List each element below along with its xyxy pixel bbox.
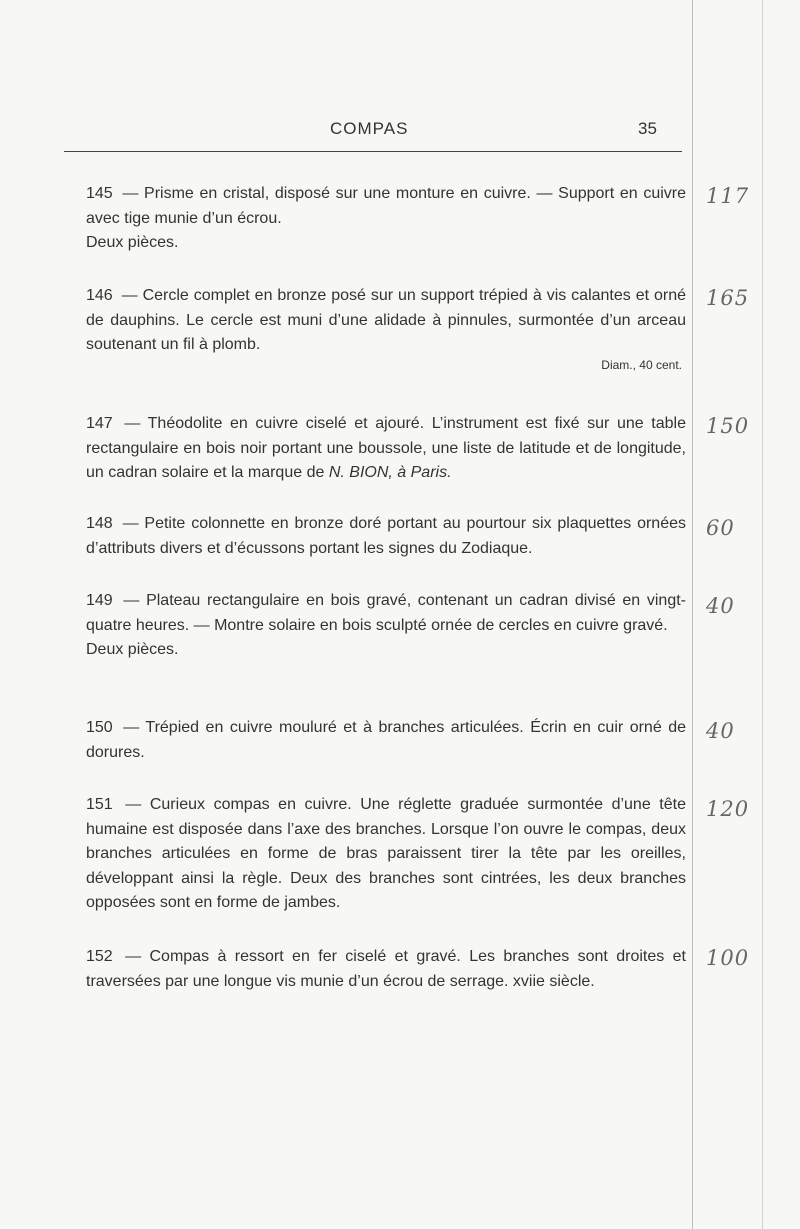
entry-number: 149: [86, 592, 113, 609]
entry-text: — Cercle complet en bronze posé sur un support trépied à vis calantes et orné de dauphins. Le cercle est muni d’une alidade à pinnules, surmontée d’un arceau soutenant un fil à plomb.: [86, 287, 686, 353]
entry-number: 152: [86, 948, 113, 965]
entry-number: 147: [86, 415, 113, 432]
entry-text: — Plateau rectangulaire en bois gravé, contenant un cadran divisé en vingt-quatre heures. — Montre solaire en bois sculpté ornée de cercles en cuivre gravé.: [86, 592, 687, 634]
header-rule: [64, 151, 682, 152]
entry-number: 151: [86, 796, 113, 813]
entry-text: — Trépied en cuivre mouluré et à branches articulées. Écrin en cuir orné de dorures.: [86, 719, 686, 761]
entry-number: 150: [86, 719, 113, 736]
handwritten-price: 117: [706, 184, 750, 208]
entry-number: 148: [86, 515, 113, 532]
handwritten-price: 165: [706, 286, 750, 310]
handwritten-price: 40: [706, 719, 735, 743]
entry-text: — Compas à ressort en fer ciselé et gravé. Les branches sont droites et traversées par une longue vis munie d’un écrou de serrage. xviie siècle.: [86, 948, 687, 990]
catalogue-entry-150: [86, 716, 686, 765]
entry-text: — Curieux compas en cuivre. Une réglette graduée surmontée d’une tête humaine est disposée dans l’axe des branches. Lorsque l’on ouvre le compas, deux branches articulées en forme de bras paraissent tirer la tête par les oreilles, développant ainsi la règle. Deux des branches sont cintrées, les deux branches opposées sont en forme de jambes.: [86, 796, 686, 911]
page-number: 35: [638, 119, 657, 138]
handwritten-price: 100: [706, 946, 750, 970]
entry-text: — Prisme en cristal, disposé sur une monture en cuivre. — Support en cuivre avec tige munie d’un écrou.: [86, 185, 687, 227]
catalogue-entry-151: [86, 793, 686, 916]
catalogue-entry-148: [86, 512, 686, 561]
catalogue-entry-146: [86, 284, 686, 358]
entry-dimension: Diam., 40 cent.: [601, 358, 682, 372]
handwritten-price: 40: [706, 594, 735, 618]
running-head: COMPAS: [330, 119, 409, 138]
catalogue-entry-147: [86, 412, 686, 486]
maker-signature: N. BION, à Paris.: [328, 464, 452, 481]
catalogue-entry-149: [86, 589, 686, 663]
entry-count: Deux pièces.: [86, 641, 179, 658]
entry-text: — Petite colonnette en bronze doré portant au pourtour six plaquettes ornées d’attributs divers et d’écussons portant les signes du Zodiaque.: [86, 515, 686, 557]
entry-number: 145: [86, 185, 113, 202]
entry-count: Deux pièces.: [86, 234, 179, 251]
catalogue-entry-145: [86, 182, 686, 256]
handwritten-price: 60: [706, 516, 735, 540]
entry-text: — Théodolite en cuivre ciselé et ajouré. L’instrument est fixé sur une table rectangulaire en bois noir portant une boussole, une liste de latitude et de longitude, un cadran solaire et la marque de: [86, 415, 686, 481]
page-edge-line: [692, 0, 693, 1229]
catalogue-entry-152: [86, 945, 686, 994]
entry-number: 146: [86, 287, 113, 304]
handwritten-price: 120: [706, 797, 750, 821]
handwritten-price: 150: [706, 414, 750, 438]
